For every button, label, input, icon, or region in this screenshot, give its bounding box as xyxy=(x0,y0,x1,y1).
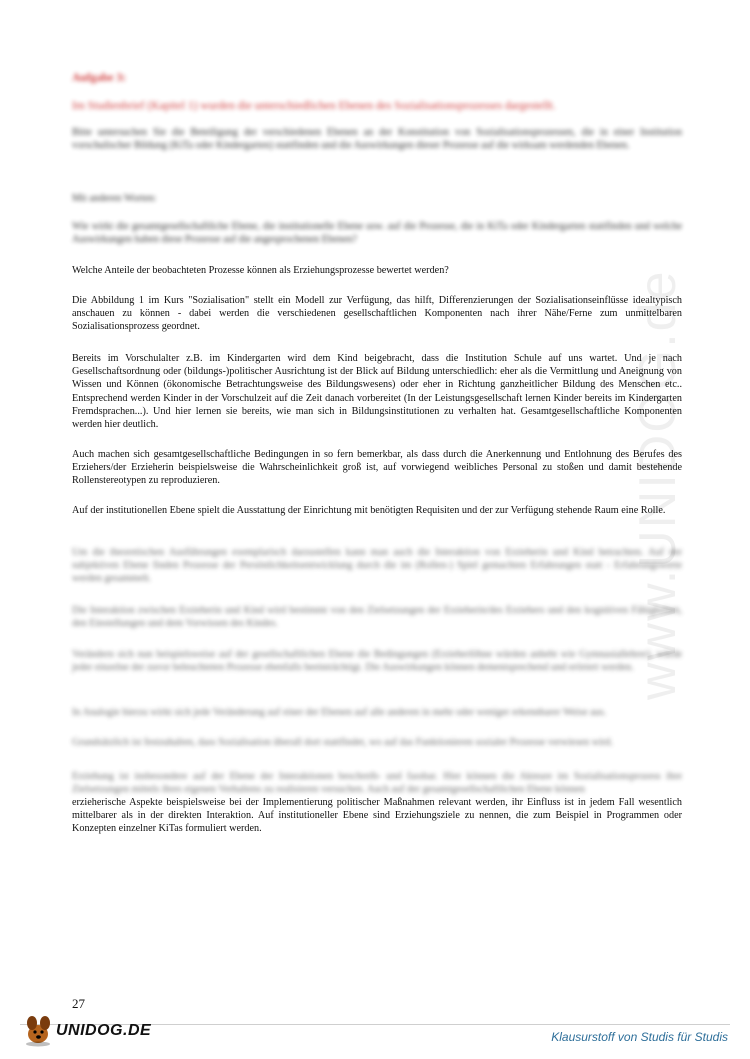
blurred-paragraph-9: Erziehung ist insbesondere auf der Ebene der Interaktionen beschreib- und fassbar. Hier können die Akteure im Sozialisationsprozess ihre Zielsetzungen mittels ihres eigenen Verhaltens zu realisieren versuchen. Auch auf der gesamtgesellschaftlichen Ebene können xyxy=(72,771,682,796)
blurred-paragraph-5: Die Interaktion zwischen Erzieherin und Kind wird bestimmt von den Zielsetzungen der Erzieherin/des Erziehers und den kognitiven Fähigkeiten, den Einstellungen und dem Vorwissen des Kindes. xyxy=(72,605,682,630)
task-subtitle: Im Studienbrief (Kapitel 1) wurden die unterschiedlichen Ebenen des Sozialisationsprozesses dargestellt. xyxy=(72,100,556,112)
unidog-logo xyxy=(22,1012,162,1048)
blurred-paragraph-3: Wie wirkt die gesamtgesellschaftliche Ebene, die institutionelle Ebene usw. auf die Prozesse, die in KiTa oder Kindergarten stattfinden und welche Auswirkungen haben diese Prozesse auf die angesprochenen Ebenen? xyxy=(72,221,682,246)
paragraph-institutionell: Auf der institutionellen Ebene spielt die Ausstattung der Einrichtung mit benötigten Requisiten und der zur Verfügung stehende Raum eine Rolle. xyxy=(72,505,666,516)
blurred-paragraph-8: Grundsätzlich ist festzuhalten, dass Sozialisation überall dort stattfindet, wo auf das Funktionieren sozialer Prozesse verwiesen wird. xyxy=(72,737,613,748)
blurred-paragraph-2: Mit anderen Worten: xyxy=(72,193,157,204)
task-title: Aufgabe 3: xyxy=(72,72,126,84)
paragraph-vorschulalter: Bereits im Vorschulalter z.B. im Kindergarten wird dem Kind beigebracht, dass die Institution Schule auf uns wartet. Und je nach Gesellschaftsordnung oder (bildungs-)politischer Ausrichtung ist der Blick auf Bildung unterschiedlich: eher als die Vermittlung und Aneignung von Wissen und Können (ökonomische Betrachtungsweise des Bildungswesens) oder eher in Richtung ganzheitlicher Bildung des Menschen etc.. Entsprechend werden Kinder in der Vorschulzeit auf die Zeit danach vorbereitet (In der Leistungsgesellschaft lernen Kinder bereits im Kindergarten Fremdsprachen...). Und hier lernen sie bereits, wie man sich in Bildungsinstitutionen zu verhalten hat. Gesamtgesellschaftliche Komponenten werden hier deutlich. xyxy=(72,353,682,431)
dog-mascot-icon xyxy=(22,1012,56,1048)
logo-text: UNIDOG.DE xyxy=(56,1022,152,1039)
paragraph-abbildung: Die Abbildung 1 im Kurs "Sozialisation" stellt ein Modell zur Verfügung, das hilft, Differenzierungen der Sozialisationseinflüsse idealtypisch anschauen zu können - dabei werden die verschiedenen gesellschaftlichen Komponenten nach ihrer Nähe/Ferne zum unmittelbaren Sozialisationsprozess geordnet. xyxy=(72,295,682,333)
blurred-paragraph-7: In Analogie hierzu wirkt sich jede Veränderung auf einer der Ebenen auf alle anderen in mehr oder weniger erkennbarer Weise aus. xyxy=(72,707,607,718)
page-number: 27 xyxy=(72,996,85,1011)
blurred-paragraph-4: Um die theoretischen Ausführungen exemplarisch darzustellen kann man auch die Interaktion von Erzieherin und Kind betrachten. Auf der subjektiven Ebene finden Prozesse der Persönlichkeitsentwicklung durch die im (Rollen-) Spiel gemachten Erfahrungen statt - Erfahrungswerte werden gesammelt. xyxy=(72,547,682,585)
watermark-text: www.UNIDOG.de xyxy=(629,269,687,700)
blurred-paragraph-1: Bitte untersuchen Sie die Beteiligung der verschiedenen Ebenen an der Konstitution von Sozialisationsprozessen, die in einer Institution vorschulischer Bildung (KiTa oder Kindergarten) stattfinden und die Auswirkungen dieser Prozesse auf die wirksam werdenden Ebenen. xyxy=(72,127,682,152)
paragraph-question: Welche Anteile der beobachteten Prozesse können als Erziehungsprozesse bewertet werden? xyxy=(72,265,449,276)
footer-tagline: Klausurstoff von Studis für Studis xyxy=(551,1030,728,1044)
blurred-paragraph-6: Verändern sich nun beispielsweise auf der gesellschaftlichen Ebene die Bedingungen (Erzieherlöhne würden anhebt wie Gymnasiallehrer), würde jeder einzelne der zuvor beleuchteten Prozesse ebenfalls beeinträchtigt. Die Auswirkungen können dementsprechend und erörtert werden. xyxy=(72,649,682,674)
paragraph-erziehung: erzieherische Aspekte beispielsweise bei der Implementierung politischer Maßnahmen relevant werden, ihr Einfluss ist in jedem Fall wesentlich mittelbarer als in der direkten Interaktion. Auf institutioneller Ebene sind Erziehungsziele zu nennen, die zum Beispiel in Programmen oder Konzepten einzelner KiTas formuliert werden. xyxy=(72,797,682,835)
paragraph-gesamtgesellschaft: Auch machen sich gesamtgesellschaftliche Bedingungen in so fern bemerkbar, als dass durch die Anerkennung und Entlohnung des Berufes des Erziehers/der Erzieherin beispielsweise die Wahrscheinlichkeit groß ist, auf vorwiegend weibliches Personal zu stoßen und damit bestehende Rollenstereotypen zu reproduzieren. xyxy=(72,449,682,487)
